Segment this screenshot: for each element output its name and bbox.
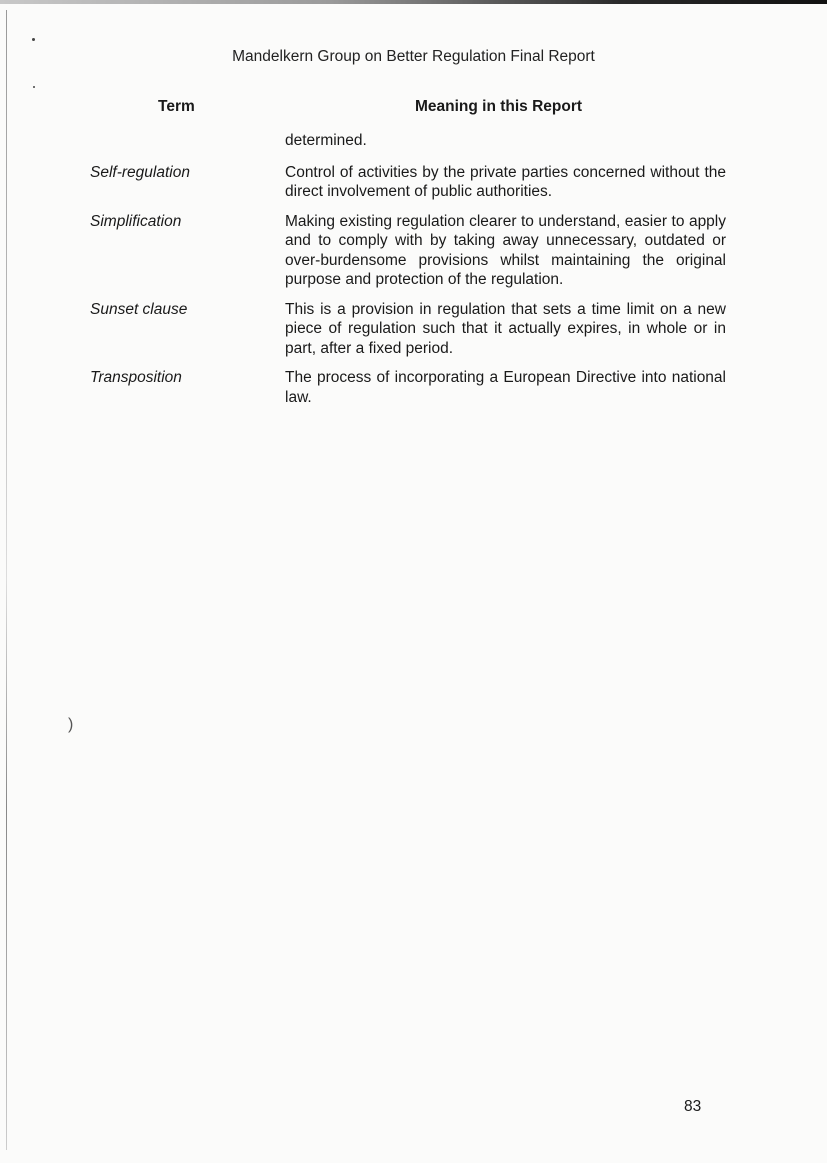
top-edge-rule (0, 0, 827, 4)
glossary-row (90, 163, 726, 202)
glossary-meaning: This is a provision in regulation that sets a time limit on a new piece of regulation such that it actually expires, in whole or in part, after a fixed period. (285, 300, 726, 357)
glossary-term: Transposition (90, 369, 182, 386)
glossary-row (90, 212, 726, 290)
glossary-meaning: The process of incorporating a European Directive into national law. (285, 369, 726, 406)
glossary-term: Simplification (90, 212, 182, 230)
glossary-meaning: Control of activities by the private parties concerned without the direct involvement of public authorities. (285, 163, 726, 200)
page-number: 83 (684, 1098, 702, 1115)
glossary-row (90, 300, 726, 359)
margin-mark: ) (68, 716, 74, 733)
column-header-term: Term (158, 98, 195, 115)
scan-speck (32, 38, 35, 41)
scan-left-edge (6, 10, 7, 1150)
column-header-meaning: Meaning in this Report (415, 98, 583, 115)
glossary-term: Self-regulation (90, 163, 190, 181)
running-header: Mandelkern Group on Better Regulation Final Report (232, 48, 595, 65)
glossary-meaning: Making existing regulation clearer to understand, easier to apply and to comply with by taking away unnecessary, outdated or over-burdensome provisions whilst maintaining the original purpose and protection of the regulation. (285, 212, 726, 288)
glossary-row (90, 131, 726, 151)
glossary-table (90, 131, 726, 417)
glossary-meaning: determined. (285, 132, 367, 149)
glossary-term: Sunset clause (90, 300, 188, 318)
glossary-row (90, 368, 726, 407)
scan-speck (33, 86, 35, 88)
